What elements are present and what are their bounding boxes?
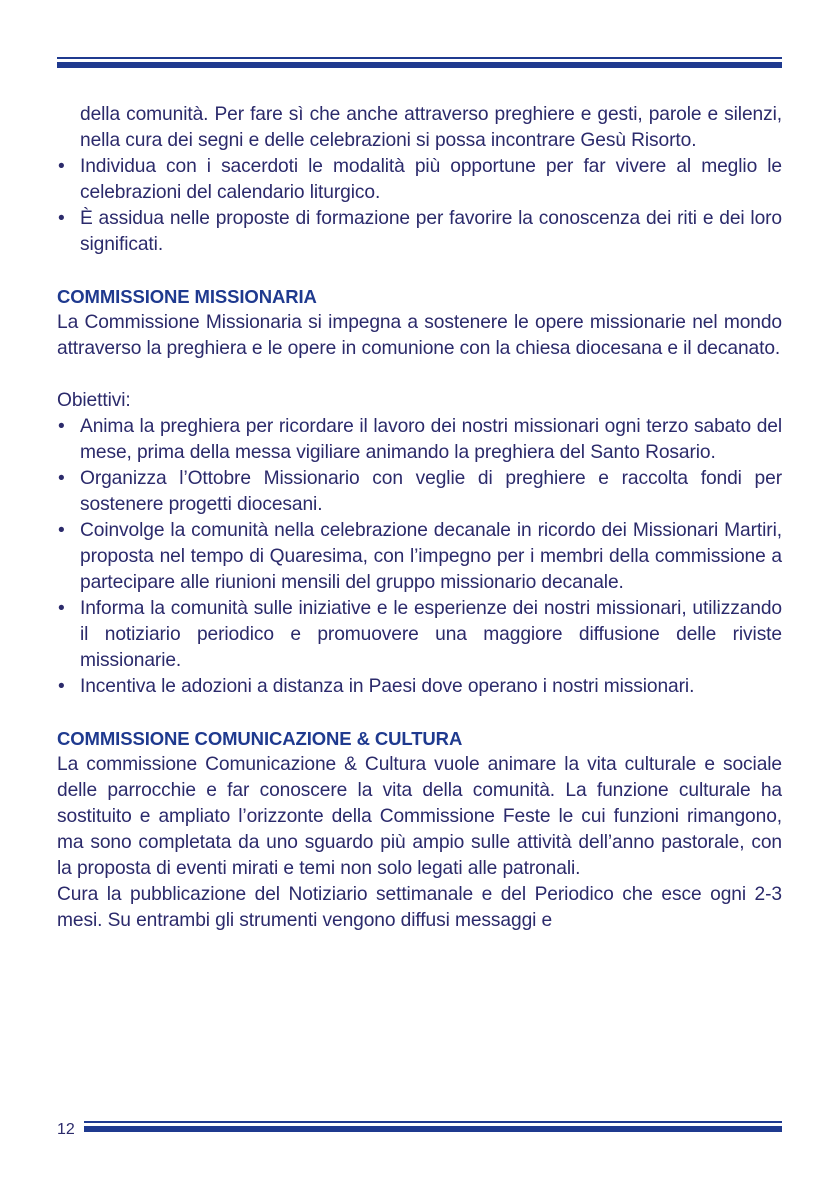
list-item: • Coinvolge la comunità nella celebrazione decanale in ricordo dei Missionari Martiri, proposta nel tempo di Quaresima, con l’impegno per i membri della commissione a partecipare alle riunioni mensili del gruppo missionario decanale. (57, 518, 782, 596)
intro-list (57, 102, 782, 258)
list-item: • Individua con i sacerdoti le modalità più opportune per far vivere al meglio le celebrazioni del calendario liturgico. (57, 154, 782, 206)
missionaria-objectives-list (57, 414, 782, 700)
list-item: • Informa la comunità sulle iniziative e le esperienze dei nostri missionari, utilizzando il notiziario periodico e promuovere una maggiore diffusione delle riviste missionarie. (57, 596, 782, 674)
list-item: • Anima la preghiera per ricordare il lavoro dei nostri missionari ogni terzo sabato del mese, prima della messa vigiliare animando la preghiera del Santo Rosario. (57, 414, 782, 466)
section-heading-missionaria: COMMISSIONE MISSIONARIA (57, 286, 317, 307)
list-item: • Incentiva le adozioni a distanza in Paesi dove operano i nostri missionari. (57, 674, 782, 700)
top-header-rule (57, 57, 782, 68)
list-item: • Organizza l’Ottobre Missionario con veglie di preghiere e raccolta fondi per sostenere progetti diocesani. (57, 466, 782, 518)
comunicazione-paragraph-1: La commissione Comunicazione & Cultura vuole animare la vita culturale e sociale delle parrocchie e far conoscere la vita della comunità. La funzione culturale ha sostituito e ampliato l’orizzonte della Commissione Feste le cui funzioni rimangono, ma sono completata da uno sguardo più ampio sulle attività dell’anno pastorale, con la proposta di eventi mirati e temi non solo legati alle patronali. (57, 754, 782, 879)
page-content (57, 102, 782, 934)
bottom-footer-rule (84, 1121, 782, 1132)
comunicazione-paragraph-2: Cura la pubblicazione del Notiziario settimanale e del Periodico che esce ogni 2-3 mesi. Su entrambi gli strumenti vengono diffusi messaggi e (57, 884, 782, 931)
section-heading-comunicazione: COMMISSIONE COMUNICAZIONE & CULTURA (57, 728, 463, 749)
intro-continuation: della comunità. Per fare sì che anche attraverso preghiere e gesti, parole e silenzi, nella cura dei segni e delle celebrazioni si possa incontrare Gesù Risorto. (80, 104, 782, 151)
missionaria-description: La Commissione Missionaria si impegna a sostenere le opere missionarie nel mondo attraverso la preghiera e le opere in comunione con la chiesa diocesana e il decanato. (57, 312, 782, 359)
list-item: • È assidua nelle proposte di formazione per favorire la conoscenza dei riti e dei loro significati. (57, 206, 782, 258)
objectives-label: Obiettivi: (57, 390, 131, 411)
page-number: 12 (57, 1121, 75, 1138)
